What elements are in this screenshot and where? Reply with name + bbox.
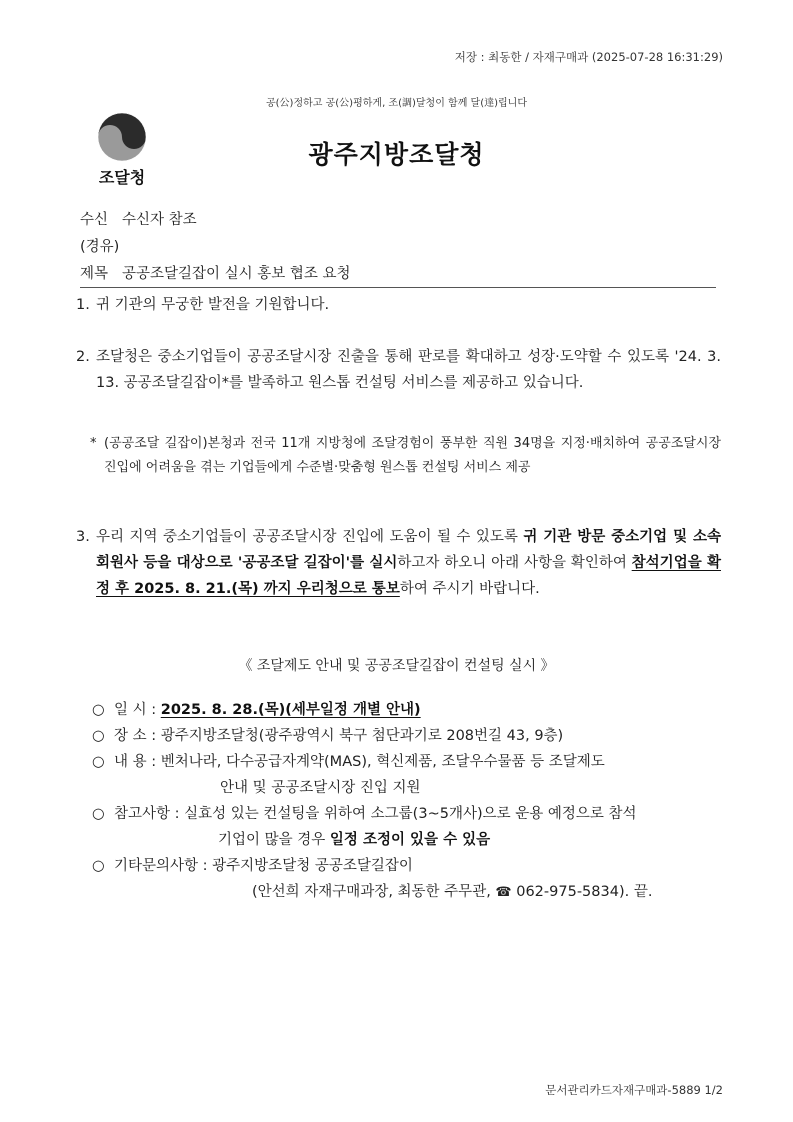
item-continuation bbox=[114, 827, 732, 853]
paragraph-3 bbox=[76, 524, 721, 602]
paragraph-number: 3. bbox=[76, 529, 90, 545]
paragraph-2 bbox=[76, 344, 721, 396]
item-continuation: 안내 및 공공조달시장 진입 지원 bbox=[220, 780, 421, 796]
list-item-notes bbox=[92, 801, 732, 853]
item-continuation bbox=[114, 879, 732, 906]
circle-bullet-icon: ○ bbox=[92, 806, 105, 822]
item-value: 실효성 있는 컨설팅을 위하여 소그룹(3~5개사)으로 운용 예정으로 참석 bbox=[184, 806, 637, 822]
circle-bullet-icon: ○ bbox=[92, 754, 105, 770]
recipient-label: 수신 bbox=[80, 212, 109, 228]
item-key: 일 시 : bbox=[114, 702, 157, 718]
item-value: 광주지방조달청(광주광역시 북구 첨단과기로 208번길 43, 9층) bbox=[160, 728, 564, 744]
paragraph-text-e: 하여 주시기 바랍니다. bbox=[399, 581, 540, 597]
paragraph-text: 조달청은 중소기업들이 공공조달시장 진출을 통해 판로를 확대하고 성장·도약할 수 있도록 '24. 3. 13. 공공조달길잡이*를 발족하고 원스톱 컨설팅 서비스를 제공하고 있습니다. bbox=[96, 349, 721, 391]
doc-reference: 문서관리카드자재구매과-5889 1/2 bbox=[545, 1083, 723, 1097]
phone-icon: ☎ bbox=[495, 885, 512, 900]
details-list bbox=[92, 697, 732, 906]
subject-line bbox=[80, 262, 351, 283]
paragraph-text-c: 하고자 하오니 아래 사항을 확인하여 bbox=[397, 555, 632, 571]
item-key: 장 소 : bbox=[114, 728, 157, 744]
item-value: 벤처나라, 다수공급자계약(MAS), 혁신제품, 조달우수물품 등 조달제도 bbox=[160, 754, 605, 770]
contact-phone: 062-975-5834). 끝. bbox=[511, 884, 653, 900]
paragraph-text: 귀 기관의 무궁한 발전을 기원합니다. bbox=[96, 297, 330, 313]
item-key: 참고사항 : bbox=[114, 806, 180, 822]
footnote bbox=[90, 432, 721, 480]
item-value: 광주지방조달청 공공조달길잡이 bbox=[212, 858, 413, 874]
item-key: 기타문의사항 : bbox=[114, 858, 208, 874]
continuation-text: 기업이 많을 경우 bbox=[218, 832, 330, 848]
list-item-content bbox=[92, 749, 732, 801]
subject-value: 공공조달길잡이 실시 홍보 협조 요청 bbox=[122, 266, 351, 282]
paragraph-number: 2. bbox=[76, 349, 90, 365]
recipient-value: 수신자 참조 bbox=[122, 212, 197, 228]
recipient-line bbox=[80, 208, 197, 229]
list-item-contact bbox=[92, 853, 732, 906]
paragraph-emphasis-2: 참석기업을 확정 후 2025. 8. 21.(목) 까지 우리청으로 통보 bbox=[96, 555, 721, 597]
org-title: 광주지방조달청 bbox=[308, 140, 485, 169]
via-line: (경유) bbox=[80, 239, 120, 255]
section-title: 《 조달제도 안내 및 공공조달길잡이 컨설팅 실시 》 bbox=[238, 658, 555, 674]
list-item-schedule bbox=[92, 697, 732, 723]
paragraph-emphasis-1: 귀 기관 방문 중소기업 및 소속 회원사 등을 대상으로 '공공조달 길잡이'를 실시 bbox=[96, 529, 721, 571]
subject-label: 제목 bbox=[80, 266, 109, 282]
subject-divider bbox=[80, 287, 716, 288]
circle-bullet-icon: ○ bbox=[92, 728, 105, 744]
circle-bullet-icon: ○ bbox=[92, 702, 105, 718]
continuation-emphasis: 일정 조정이 있을 수 있음 bbox=[329, 832, 491, 848]
contact-text: (안선희 자재구매과장, 최동한 주무관, bbox=[252, 884, 496, 900]
logo-text: 조달청 bbox=[98, 168, 146, 187]
footnote-mark: * bbox=[90, 436, 97, 451]
item-key: 내 용 : bbox=[114, 754, 157, 770]
item-value: 2025. 8. 28.(목)(세부일정 개별 안내) bbox=[160, 702, 421, 718]
paragraph-1 bbox=[76, 292, 716, 318]
list-item-location bbox=[92, 723, 732, 749]
circle-bullet-icon: ○ bbox=[92, 858, 105, 874]
paragraph-number: 1. bbox=[76, 297, 90, 313]
footnote-text: (공공조달 길잡이)본청과 전국 11개 지방청에 조달경험이 풍부한 직원 34명을 지정·배치하여 공공조달시장 진입에 어려움을 겪는 기업들에게 수준별·맞춤형 원스톱 컨설팅 서비스 제공 bbox=[104, 436, 721, 475]
slogan: 공(公)정하고 공(公)평하게, 조(調)달청이 함께 달(達)립니다 bbox=[266, 98, 527, 109]
paragraph-text-a: 우리 지역 중소기업들이 공공조달시장 진입에 도움이 될 수 있도록 bbox=[96, 529, 524, 545]
save-info: 저장 : 최동한 / 자재구매과 (2025-07-28 16:31:29) bbox=[454, 50, 723, 64]
